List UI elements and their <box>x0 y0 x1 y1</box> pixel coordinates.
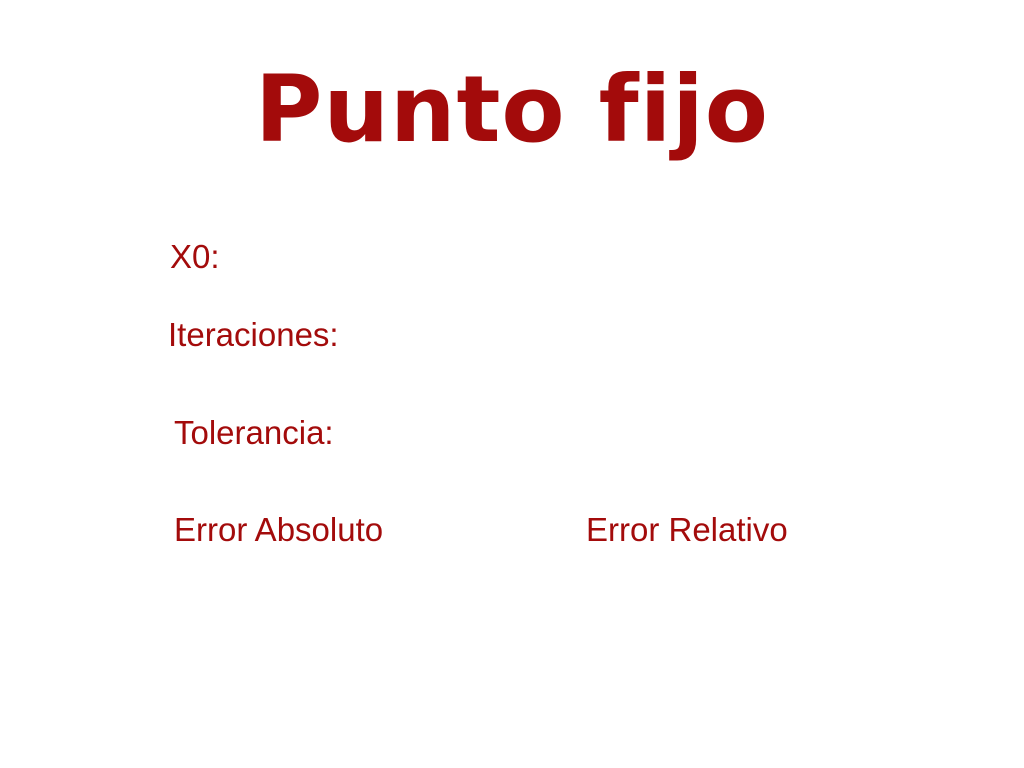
relative-error-label: Error Relativo <box>586 511 788 548</box>
iterations-label: Iteraciones: <box>168 316 339 353</box>
x0-label: X0: <box>170 238 220 275</box>
tolerance-label: Tolerancia: <box>174 414 334 451</box>
absolute-error-label: Error Absoluto <box>174 511 384 548</box>
page-title: Punto fijo <box>255 56 769 163</box>
